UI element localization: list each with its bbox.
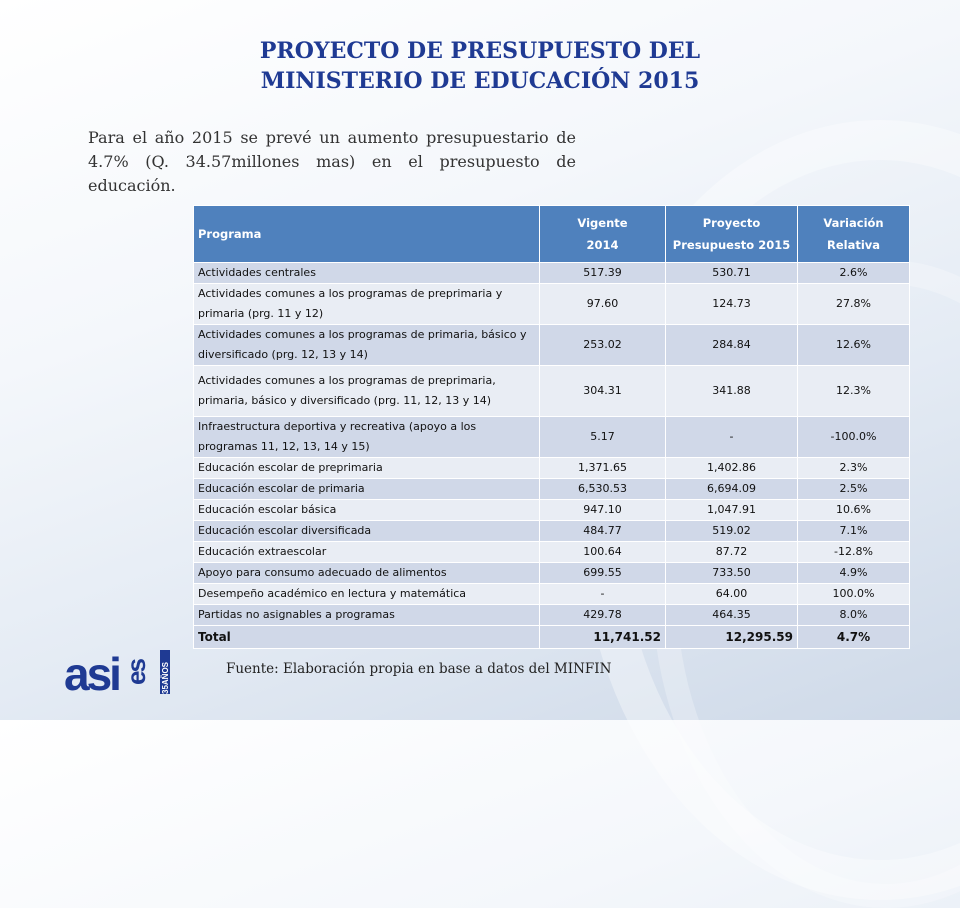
cell-variacion: 4.7% bbox=[798, 626, 910, 649]
cell-vigente: 517.39 bbox=[540, 263, 666, 284]
cell-proyecto: 12,295.59 bbox=[666, 626, 798, 649]
cell-programa: Educación escolar diversificada bbox=[194, 521, 540, 542]
cell-proyecto: 6,694.09 bbox=[666, 479, 798, 500]
cell-variacion: 27.8% bbox=[798, 284, 910, 325]
cell-variacion: 8.0% bbox=[798, 605, 910, 626]
cell-programa: Educación extraescolar bbox=[194, 542, 540, 563]
table-row bbox=[194, 584, 910, 605]
cell-programa: Actividades comunes a los programas de preprimaria, primaria, básico y diversificado (prg. 11, 12, 13 y 14) bbox=[194, 366, 540, 417]
cell-variacion: -12.8% bbox=[798, 542, 910, 563]
table-row bbox=[194, 542, 910, 563]
header-vigente bbox=[540, 206, 666, 263]
slide-title bbox=[0, 36, 960, 96]
cell-vigente: 11,741.52 bbox=[540, 626, 666, 649]
table-row bbox=[194, 479, 910, 500]
cell-programa: Educación escolar de preprimaria bbox=[194, 458, 540, 479]
slide-title-line: PROYECTO DE PRESUPUESTO DEL bbox=[259, 38, 701, 64]
asies-logo-graphic bbox=[64, 648, 184, 696]
cell-programa: Partidas no asignables a programas bbox=[194, 605, 540, 626]
cell-variacion: 12.6% bbox=[798, 325, 910, 366]
cell-variacion: 2.3% bbox=[798, 458, 910, 479]
cell-vigente: 100.64 bbox=[540, 542, 666, 563]
table-total-row bbox=[194, 626, 910, 649]
cell-proyecto: 284.84 bbox=[666, 325, 798, 366]
cell-vigente: - bbox=[540, 584, 666, 605]
cell-programa: Educación escolar de primaria bbox=[194, 479, 540, 500]
cell-vigente: 699.55 bbox=[540, 563, 666, 584]
cell-proyecto: 464.35 bbox=[666, 605, 798, 626]
table-row bbox=[194, 458, 910, 479]
header-proyecto bbox=[666, 206, 798, 263]
cell-vigente: 97.60 bbox=[540, 284, 666, 325]
header-variacion-line: Relativa bbox=[826, 238, 881, 252]
cell-proyecto: - bbox=[666, 417, 798, 458]
cell-proyecto: 341.88 bbox=[666, 366, 798, 417]
intro-paragraph: Para el año 2015 se prevé un aumento presupuestario de 4.7% (Q. 34.57millones mas) en el presupuesto de educación. bbox=[88, 128, 576, 195]
cell-proyecto: 1,402.86 bbox=[666, 458, 798, 479]
slide-title-line: MINISTERIO DE EDUCACIÓN 2015 bbox=[260, 68, 700, 94]
cell-proyecto: 1,047.91 bbox=[666, 500, 798, 521]
cell-vigente: 947.10 bbox=[540, 500, 666, 521]
header-vigente-line: Vigente bbox=[577, 216, 628, 230]
cell-variacion: 2.6% bbox=[798, 263, 910, 284]
cell-vigente: 5.17 bbox=[540, 417, 666, 458]
source-note: Fuente: Elaboración propia en base a datos del MINFIN bbox=[226, 661, 612, 677]
table-row bbox=[194, 500, 910, 521]
cell-variacion: 100.0% bbox=[798, 584, 910, 605]
cell-proyecto: 87.72 bbox=[666, 542, 798, 563]
cell-variacion: 10.6% bbox=[798, 500, 910, 521]
cell-variacion: 12.3% bbox=[798, 366, 910, 417]
budget-table bbox=[193, 205, 910, 649]
cell-programa: Educación escolar básica bbox=[194, 500, 540, 521]
cell-vigente: 429.78 bbox=[540, 605, 666, 626]
cell-vigente: 1,371.65 bbox=[540, 458, 666, 479]
header-vigente-line: 2014 bbox=[586, 238, 619, 252]
svg-text:35AÑOS: 35AÑOS bbox=[161, 661, 170, 694]
cell-programa: Apoyo para consumo adecuado de alimentos bbox=[194, 563, 540, 584]
cell-programa: Actividades centrales bbox=[194, 263, 540, 284]
cell-proyecto: 124.73 bbox=[666, 284, 798, 325]
cell-vigente: 304.31 bbox=[540, 366, 666, 417]
table-row bbox=[194, 366, 910, 417]
cell-proyecto: 64.00 bbox=[666, 584, 798, 605]
svg-text:es: es bbox=[121, 660, 151, 685]
table-row bbox=[194, 284, 910, 325]
table-row bbox=[194, 521, 910, 542]
cell-programa: Actividades comunes a los programas de primaria, básico y diversificado (prg. 12, 13 y 14) bbox=[194, 325, 540, 366]
cell-variacion: 2.5% bbox=[798, 479, 910, 500]
table-row bbox=[194, 605, 910, 626]
header-proyecto-line: Presupuesto 2015 bbox=[672, 238, 791, 252]
table-row bbox=[194, 325, 910, 366]
cell-proyecto: 530.71 bbox=[666, 263, 798, 284]
cell-vigente: 484.77 bbox=[540, 521, 666, 542]
table-header-row bbox=[194, 206, 910, 263]
header-programa: Programa bbox=[194, 206, 540, 263]
table-row bbox=[194, 263, 910, 284]
header-variacion-line: Variación bbox=[823, 216, 884, 230]
cell-vigente: 6,530.53 bbox=[540, 479, 666, 500]
cell-programa: Actividades comunes a los programas de preprimaria y primaria (prg. 11 y 12) bbox=[194, 284, 540, 325]
cell-programa: Total bbox=[194, 626, 540, 649]
table-row bbox=[194, 563, 910, 584]
cell-vigente: 253.02 bbox=[540, 325, 666, 366]
cell-proyecto: 519.02 bbox=[666, 521, 798, 542]
header-variacion bbox=[798, 206, 910, 263]
cell-variacion: 4.9% bbox=[798, 563, 910, 584]
cell-variacion: 7.1% bbox=[798, 521, 910, 542]
svg-text:asi: asi bbox=[64, 648, 119, 696]
cell-programa: Infraestructura deportiva y recreativa (apoyo a los programas 11, 12, 13, 14 y 15) bbox=[194, 417, 540, 458]
cell-variacion: -100.0% bbox=[798, 417, 910, 458]
table-body bbox=[194, 263, 910, 649]
header-proyecto-line: Proyecto bbox=[702, 216, 761, 230]
asies-logo bbox=[64, 648, 184, 696]
table-row bbox=[194, 417, 910, 458]
cell-programa: Desempeño académico en lectura y matemática bbox=[194, 584, 540, 605]
cell-proyecto: 733.50 bbox=[666, 563, 798, 584]
